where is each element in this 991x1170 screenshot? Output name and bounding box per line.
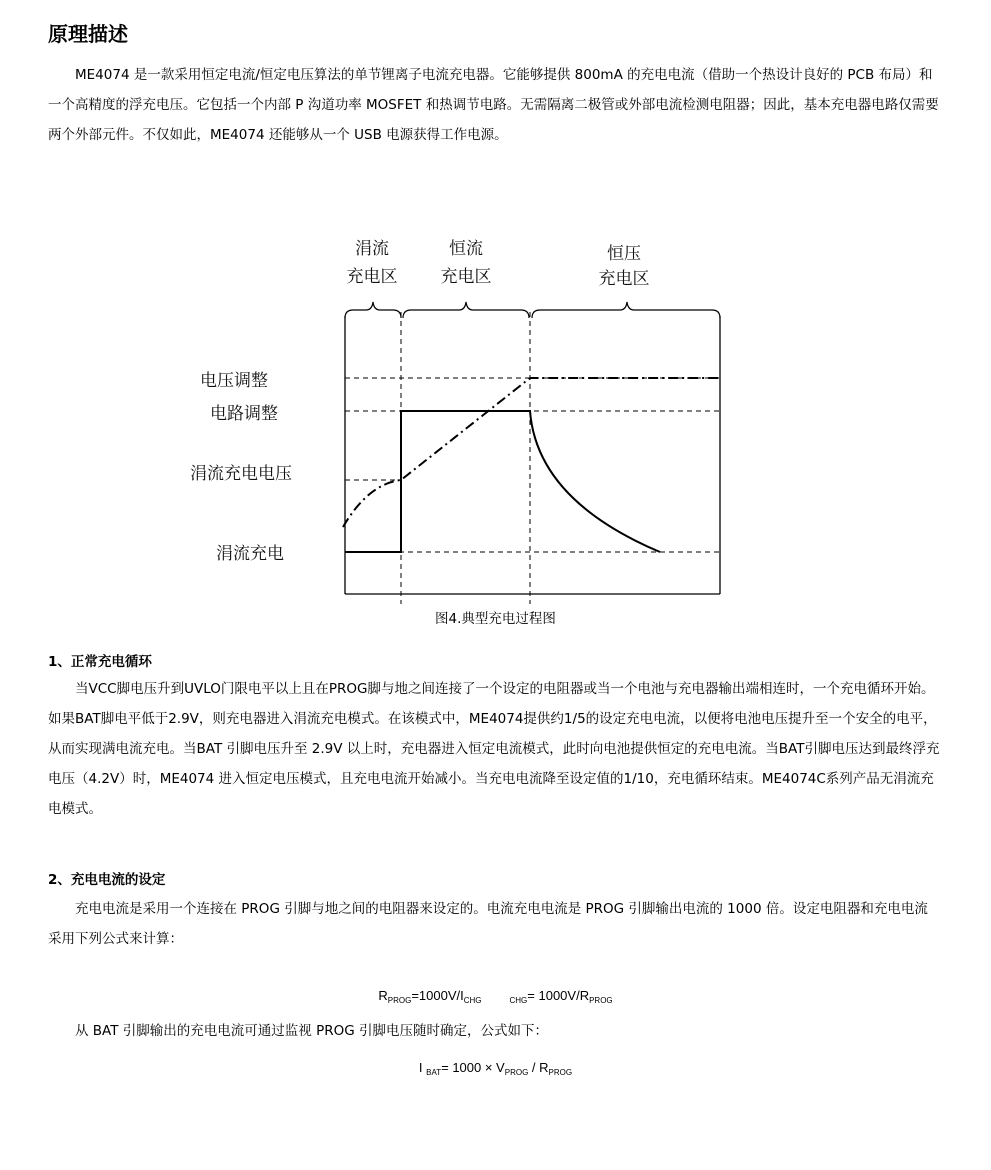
label-trickle-voltage: 涓流充电电压 — [190, 464, 292, 484]
intro-paragraph: ME4074 是一款采用恒定电流/恒定电压算法的单节锂离子电流充电器。它能够提供 800mA 的充电电流（借助一个热设计良好的 PCB 布局）和一个高精度的浮充电压。它包括一个内部 P 沟道功率 MOSFET 和热调节电路。无需隔离二极管或外部电流检测电阻器；因此，基本充电器电路仅需要两个外部元件。不仅如此，ME4074 还能够从一个 USB 电源获得工作电源。 — [48, 67, 939, 143]
label-trickle-charge: 涓流充电 — [216, 544, 284, 564]
section2-note: 从 BAT 引脚输出的充电电流可通过监视 PROG 引脚电压随时确定，公式如下： — [75, 1023, 548, 1039]
region-cc-line2: 充电区 — [440, 267, 492, 287]
region-trickle-line2: 充电区 — [346, 267, 398, 287]
formula-rprog: $R_{PROG}=1000V/I_{CHG}$ $_{CHG}= 1000V/R_{PROG}$ — [378, 988, 613, 1005]
label-voltage-regulation: 电压调整 — [200, 371, 268, 391]
region-trickle-line1: 涓流 — [355, 239, 389, 259]
section1-title: 1、正常充电循环 — [48, 654, 152, 670]
label-circuit-regulation: 电路调整 — [210, 404, 278, 424]
voltage-curve — [343, 378, 720, 527]
section2-title: 2、充电电流的设定 — [48, 872, 166, 888]
formula-ibat: I $_{BAT}= 1000 \times V_{PROG} / R_{PROG}$ — [418, 1060, 573, 1077]
region-cv-line1: 恒压 — [607, 244, 641, 264]
region-cc-line1: 恒流 — [449, 239, 483, 259]
region-cv-line2: 充电区 — [598, 269, 650, 289]
figure-caption: 图4.典型充电过程图 — [435, 611, 556, 627]
section2-body: 充电电流是采用一个连接在 PROG 引脚与地之间的电阻器来设定的。电流充电电流是 PROG 引脚输出电流的 1000 倍。设定电阻器和充电电流采用下列公式来计算： — [48, 901, 928, 947]
charge-process-diagram — [180, 232, 740, 604]
page-title: 原理描述 — [48, 22, 128, 46]
section1-body: 当VCC脚电压升到UVLO门限电平以上且在PROG脚与地之间连接了一个设定的电阻器或当一个电池与充电器输出端相连时，一个充电循环开始。如果BAT脚电平低于2.9V，则充电器进入涓流充电模式。在该模式中，ME4074提供约1/5的设定充电电流，以便将电池电压提升至一个安全的电平，从而实现满电流充电。当BAT 引脚电压升至 2.9V 以上时，充电器进入恒定电流模式，此时向电池提供恒定的充电电流。当BAT引脚电压达到最终浮充电压（4.2V）时，ME4074 进入恒定电压模式，且充电电流开始减小。当充电电流降至设定值的1/10，充电循环结束。ME4074C系列产品无涓流充电模式。 — [48, 681, 940, 817]
